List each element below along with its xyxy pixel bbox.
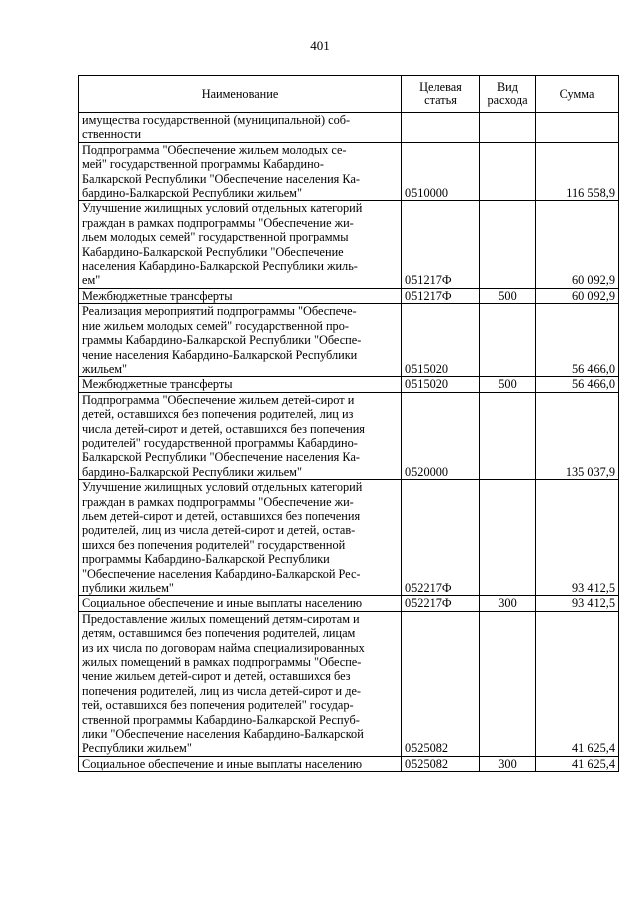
cell-target: 051217Ф [402,288,480,303]
cell-target: 0525082 [402,611,480,756]
table-body [79,113,619,772]
cell-name: Социальное обеспечение и иные выплаты населению [79,596,402,611]
cell-sum: 56 466,0 [536,304,619,377]
table-row [79,142,619,201]
cell-name: Подпрограмма "Обеспечение жильем молодых се- мей" государственной программы Кабардино- Балкарской Республики "Обеспечение населения Ка- бардино-Балкарской Республики жильем" [79,142,402,201]
cell-target: 0515020 [402,377,480,392]
cell-name: Межбюджетные трансферты [79,377,402,392]
cell-kind [480,142,536,201]
cell-kind [480,611,536,756]
cell-kind [480,113,536,143]
table-row [79,596,619,611]
table-header [79,76,619,113]
table-row [79,392,619,479]
cell-name: Подпрограмма "Обеспечение жильем детей-сирот и детей, оставшихся без попечения родителей, лиц из числа детей-сирот и детей, оставшихся без попечения родителей" государственной программы Кабардино- Балкарской Республики "Обеспечение населения Ка- бардино-Балкарской Республики жильем" [79,392,402,479]
cell-sum: 135 037,9 [536,392,619,479]
cell-sum: 116 558,9 [536,142,619,201]
table-row [79,756,619,771]
cell-kind: 300 [480,596,536,611]
cell-target: 052217Ф [402,596,480,611]
table-row [79,201,619,288]
cell-sum [536,113,619,143]
cell-name: Предоставление жилых помещений детям-сиротам и детям, оставшимся без попечения родителей, лицам из их числа по договорам найма специализированных жилых помещений в рамках подпрограммы "Обеспе- чение жильем детей-сирот и детей, оставшихся без попечения родителей, лиц из числа детей-сирот и де- тей, оставшихся без попечения родителей" государ- ственной программы Кабардино-Балкарской Респуб- лики "Обеспечение населения Кабардино-Балкарской Республики жильем" [79,611,402,756]
budget-table [78,75,619,772]
cell-kind [480,480,536,596]
header-sum: Сумма [536,76,619,113]
cell-name: Межбюджетные трансферты [79,288,402,303]
table-row [79,288,619,303]
cell-target: 0525082 [402,756,480,771]
cell-kind: 300 [480,756,536,771]
cell-name: Реализация мероприятий подпрограммы "Обеспече- ние жильем молодых семей" государственной про- граммы Кабардино-Балкарской Республики "Обеспе- чение населения Кабардино-Балкарской Республики жильем" [79,304,402,377]
cell-name: Социальное обеспечение и иные выплаты населению [79,756,402,771]
cell-sum: 41 625,4 [536,611,619,756]
cell-sum: 93 412,5 [536,596,619,611]
table-row [79,611,619,756]
cell-kind [480,392,536,479]
cell-kind [480,304,536,377]
cell-target: 051217Ф [402,201,480,288]
cell-kind: 500 [480,377,536,392]
cell-sum: 60 092,9 [536,201,619,288]
cell-target: 0510000 [402,142,480,201]
table-row [79,113,619,143]
cell-sum: 93 412,5 [536,480,619,596]
cell-target: 0520000 [402,392,480,479]
cell-name: Улучшение жилищных условий отдельных категорий граждан в рамках подпрограммы "Обеспечение жи- льем детей-сирот и детей, оставшихся без попечения родителей, лиц из числа детей-сирот и детей, остав- шихся без попечения родителей" государственной программы Кабардино-Балкарской Республики "Обеспечение населения Кабардино-Балкарской Рес- публики жильем" [79,480,402,596]
table-row [79,377,619,392]
cell-kind: 500 [480,288,536,303]
cell-sum: 41 625,4 [536,756,619,771]
cell-target [402,113,480,143]
header-kind: Вид расхода [480,76,536,113]
cell-target: 052217Ф [402,480,480,596]
header-target: Целевая статья [402,76,480,113]
header-row [79,76,619,113]
cell-sum: 56 466,0 [536,377,619,392]
table-row [79,480,619,596]
cell-target: 0515020 [402,304,480,377]
cell-name: Улучшение жилищных условий отдельных категорий граждан в рамках подпрограммы "Обеспечение жи- льем молодых семей" государственной программы Кабардино-Балкарской Республики "Обеспечение населения Кабардино-Балкарской Республики жиль- ем" [79,201,402,288]
cell-kind [480,201,536,288]
table-row [79,304,619,377]
page-number: 401 [310,38,330,53]
cell-sum: 60 092,9 [536,288,619,303]
cell-name: имущества государственной (муниципальной) соб- ственности [79,113,402,143]
header-name: Наименование [79,76,402,113]
